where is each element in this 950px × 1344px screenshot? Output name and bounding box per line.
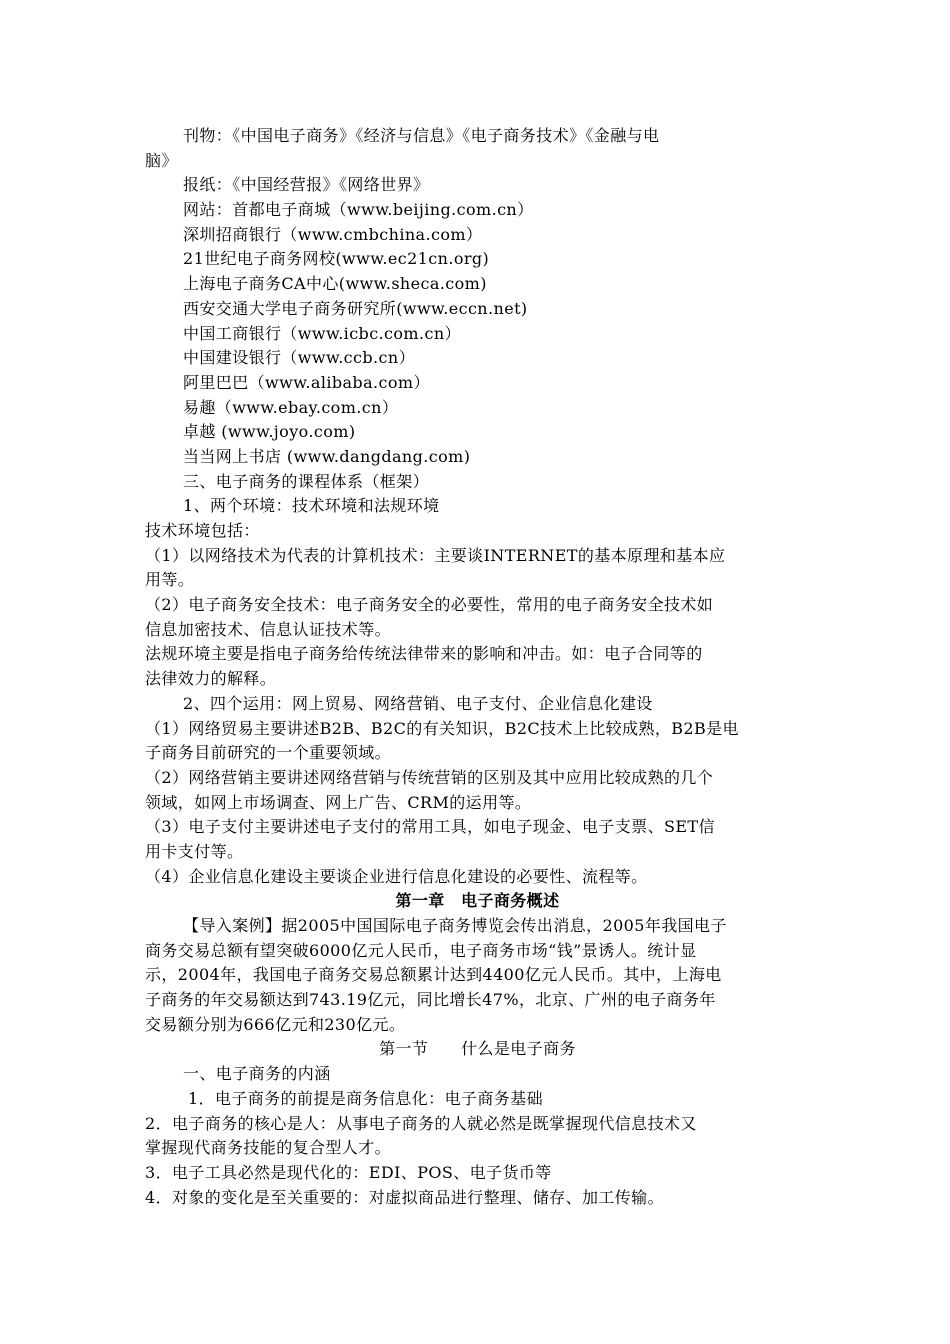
text-line: 网站：首都电子商城（www.beijing.com.cn） xyxy=(183,200,534,220)
text-line: 中国建设银行（www.ccb.cn） xyxy=(183,348,415,368)
text-line: （2）网络营销主要讲述网络营销与传统营销的区别及其中应用比较成熟的几个 xyxy=(145,767,714,787)
text-line: 报纸：《中国经营报》《网络世界》 xyxy=(183,175,430,195)
text-line: 中国工商银行（www.icbc.com.cn） xyxy=(183,323,461,343)
text-line: 阿里巴巴（www.alibaba.com） xyxy=(183,372,430,392)
text-line: 领域，如网上市场调查、网上广告、CRM的运用等。 xyxy=(145,792,532,812)
text-line: 商务交易总额有望突破6000亿元人民币，电子商务市场“钱”景诱人。统计显 xyxy=(145,940,697,960)
text-line: （1）以网络技术为代表的计算机技术：主要谈INTERNET的基本原理和基本应 xyxy=(145,545,726,565)
chapter-title: 第一章 电子商务概述 xyxy=(395,891,560,911)
text-line: 3．电子工具必然是现代化的：EDI、POS、电子货币等 xyxy=(145,1162,552,1182)
text-line: 4．对象的变化是至关重要的：对虚拟商品进行整理、储存、加工传输。 xyxy=(145,1187,664,1207)
text-line: 掌握现代商务技能的复合型人才。 xyxy=(145,1138,392,1158)
section-heading: 三、电子商务的课程体系（框架） xyxy=(183,471,430,491)
text-line: 法律效力的解释。 xyxy=(145,669,277,689)
text-line: 技术环境包括： xyxy=(145,521,260,540)
text-line: 用等。 xyxy=(145,570,195,590)
text-line: 2、四个运用：网上贸易、网络营销、电子支付、企业信息化建设 xyxy=(183,693,653,713)
text-line: 用卡支付等。 xyxy=(145,841,244,861)
document-page xyxy=(145,124,810,1210)
text-line: 交易额分别为666亿元和230亿元。 xyxy=(145,1014,406,1034)
text-line: 【导入案例】据2005中国国际电子商务博览会传出消息，2005年我国电子 xyxy=(183,916,727,935)
text-line: 信息加密技术、信息认证技术等。 xyxy=(145,619,392,639)
text-line: （4）企业信息化建设主要谈企业进行信息化建设的必要性、流程等。 xyxy=(145,866,648,886)
text-line: 刊物：《中国电子商务》《经济与信息》《电子商务技术》《金融与电 xyxy=(183,126,660,145)
text-line: 当当网上书店 (www.dangdang.com) xyxy=(183,446,471,466)
text-line: 子商务的年交易额达到743.19亿元，同比增长47%，北京、广州的电子商务年 xyxy=(145,990,716,1010)
text-line: （2）电子商务安全技术：电子商务安全的必要性，常用的电子商务安全技术如 xyxy=(145,595,714,615)
text-line: 示，2004年，我国电子商务交易总额累计达到4400亿元人民币。其中，上海电 xyxy=(145,965,722,985)
text-line: 上海电子商务CA中心(www.sheca.com) xyxy=(183,274,487,294)
text-line: 子商务目前研究的一个重要领域。 xyxy=(145,743,392,763)
text-line: 深圳招商银行（www.cmbchina.com） xyxy=(183,224,483,244)
text-line: 西安交通大学电子商务研究所(www.eccn.net) xyxy=(183,298,528,318)
text-line: 法规环境主要是指电子商务给传统法律带来的影响和冲击。如：电子合同等的 xyxy=(145,644,703,664)
text-line: 脑》 xyxy=(145,150,178,170)
text-line: （3）电子支付主要讲述电子支付的常用工具，如电子现金、电子支票、SET信 xyxy=(145,817,715,837)
text-line: 1．电子商务的前提是商务信息化：电子商务基础 xyxy=(188,1088,543,1108)
text-line: 一、电子商务的内涵 xyxy=(183,1064,331,1084)
text-line: 2．电子商务的核心是人：从事电子商务的人就必然是既掌握现代信息技术又 xyxy=(145,1113,697,1133)
section-title: 第一节 什么是电子商务 xyxy=(379,1039,576,1059)
text-line: （1）网络贸易主要讲述B2B、B2C的有关知识，B2C技术上比较成熟，B2B是电 xyxy=(145,718,739,738)
text-line: 卓越 (www.joyo.com) xyxy=(183,422,356,442)
text-line: 1、两个环境：技术环境和法规环境 xyxy=(183,496,440,516)
text-line: 易趣（www.ebay.com.cn） xyxy=(183,397,399,417)
text-line: 21世纪电子商务网校(www.ec21cn.org) xyxy=(183,249,490,269)
